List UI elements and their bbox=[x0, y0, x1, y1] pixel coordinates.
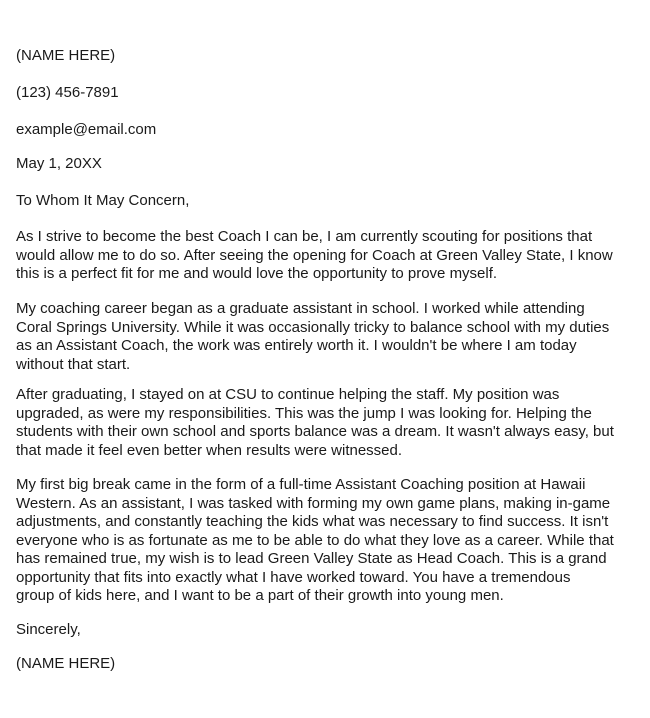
letter-date: May 1, 20XX bbox=[16, 155, 102, 172]
paragraph-line: group of kids here, and I want to be a part of their growth into young men. bbox=[16, 587, 504, 604]
paragraph-line: opportunity that fits into exactly what I have worked toward. You have a tremendous bbox=[16, 568, 571, 586]
paragraph-line: that made it feel even better when results were witnessed. bbox=[16, 441, 403, 459]
sender-email: example@email.com bbox=[16, 121, 157, 138]
paragraph-line: without that start. bbox=[16, 355, 131, 373]
signature-name: (NAME HERE) bbox=[16, 655, 116, 672]
paragraph-line: as an Assistant Coach, the work was entirely worth it. I wouldn't be where I am today bbox=[16, 337, 577, 354]
body-paragraph-1 bbox=[16, 228, 644, 284]
paragraph-line: As I strive to become the best Coach I can be, I am currently scouting for positions that bbox=[16, 228, 593, 245]
sender-name: (NAME HERE) bbox=[16, 47, 116, 64]
paragraph-line: this is a perfect fit for me and would love the opportunity to prove myself. bbox=[16, 265, 498, 282]
paragraph-line: My first big break came in the form of a full-time Assistant Coaching position at Hawaii bbox=[16, 476, 586, 493]
paragraph-line: students with their own school and sports balance was a dream. It wasn't always easy, but bbox=[16, 423, 614, 440]
paragraph-line: has remained true, my wish is to lead Green Valley State as Head Coach. This is a grand bbox=[16, 550, 607, 567]
body-paragraph-3 bbox=[16, 386, 644, 460]
paragraph-line: Coral Springs University. While it was occasionally tricky to balance school with my duties bbox=[16, 318, 610, 336]
paragraph-line: Western. As an assistant, I was tasked with forming my own game plans, making in-game bbox=[16, 494, 611, 512]
paragraph-line: adjustments, and constantly teaching the kids what was necessary to find success. It isn't bbox=[16, 513, 609, 530]
salutation: To Whom It May Concern, bbox=[16, 192, 190, 209]
paragraph-line: After graduating, I stayed on at CSU to continue helping the staff. My position was bbox=[16, 386, 560, 403]
closing: Sincerely, bbox=[16, 621, 81, 638]
sender-phone: (123) 456-7891 bbox=[16, 84, 119, 101]
paragraph-line: everyone who is as fortunate as me to be able to do what they love as a career. While that bbox=[16, 531, 614, 549]
body-paragraph-2 bbox=[16, 300, 644, 374]
paragraph-line: My coaching career began as a graduate assistant in school. I worked while attending bbox=[16, 300, 585, 317]
paragraph-line: would allow me to do so. After seeing the opening for Coach at Green Valley State, I know bbox=[16, 246, 613, 264]
body-paragraph-4 bbox=[16, 476, 644, 606]
paragraph-line: upgraded, as were my responsibilities. This was the jump I was looking for. Helping the bbox=[16, 404, 592, 422]
